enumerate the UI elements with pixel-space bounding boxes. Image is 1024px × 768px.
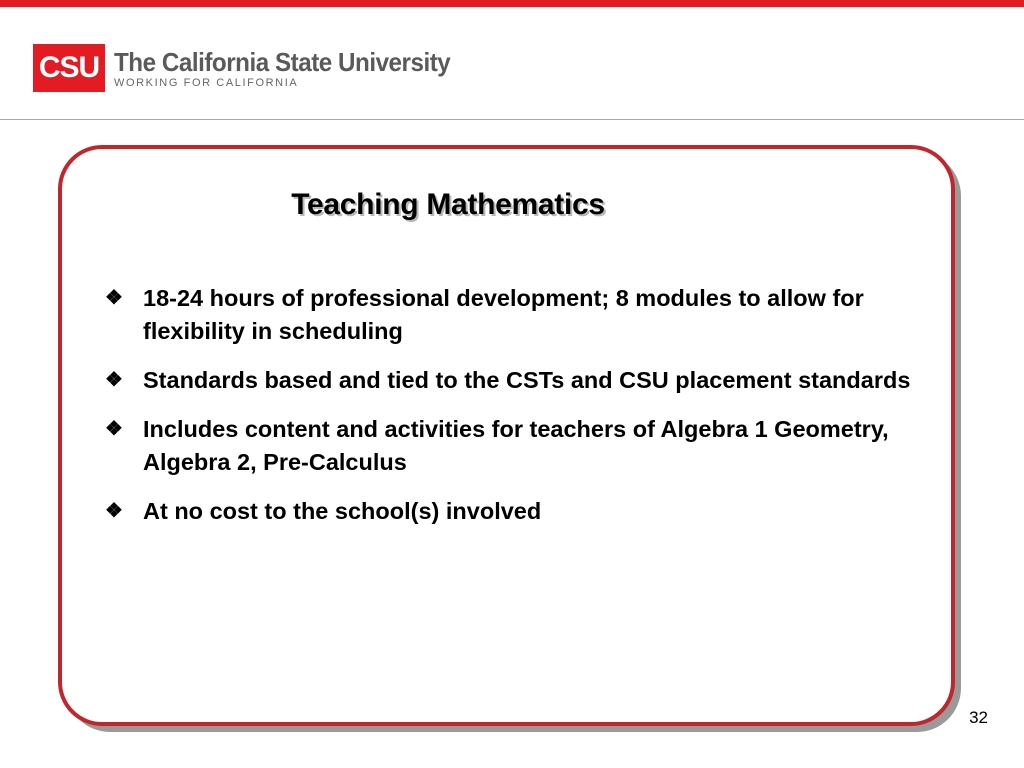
logo-text bbox=[114, 48, 476, 89]
diamond-bullet-icon: ❖ bbox=[105, 500, 123, 522]
top-accent-bar bbox=[0, 0, 1024, 7]
bullet-text: 18-24 hours of professional development; 8 modules to allow for flexibility in scheduling bbox=[143, 285, 864, 344]
header-divider bbox=[0, 119, 1024, 120]
bullet-item bbox=[105, 413, 945, 479]
logo-title: The California State University bbox=[114, 46, 451, 77]
bullet-list bbox=[105, 282, 945, 544]
bullet-item bbox=[105, 495, 945, 528]
bullet-item bbox=[105, 364, 945, 397]
csu-logo bbox=[33, 44, 476, 92]
bullet-text: At no cost to the school(s) involved bbox=[143, 498, 542, 524]
bullet-text: Standards based and tied to the CSTs and CSU placement standards bbox=[143, 367, 911, 393]
bullet-text: Includes content and activities for teachers of Algebra 1 Geometry, Algebra 2, Pre-Calculus bbox=[143, 416, 889, 475]
bullet-item bbox=[105, 282, 945, 348]
diamond-bullet-icon: ❖ bbox=[105, 418, 123, 440]
page-number: 32 bbox=[969, 708, 988, 727]
slide-title: Teaching Mathematics bbox=[291, 188, 605, 221]
diamond-bullet-icon: ❖ bbox=[105, 369, 123, 391]
diamond-bullet-icon: ❖ bbox=[105, 287, 123, 309]
logo-mark: CSU bbox=[33, 44, 105, 92]
logo-tagline: WORKING FOR CALIFORNIA bbox=[114, 76, 299, 89]
